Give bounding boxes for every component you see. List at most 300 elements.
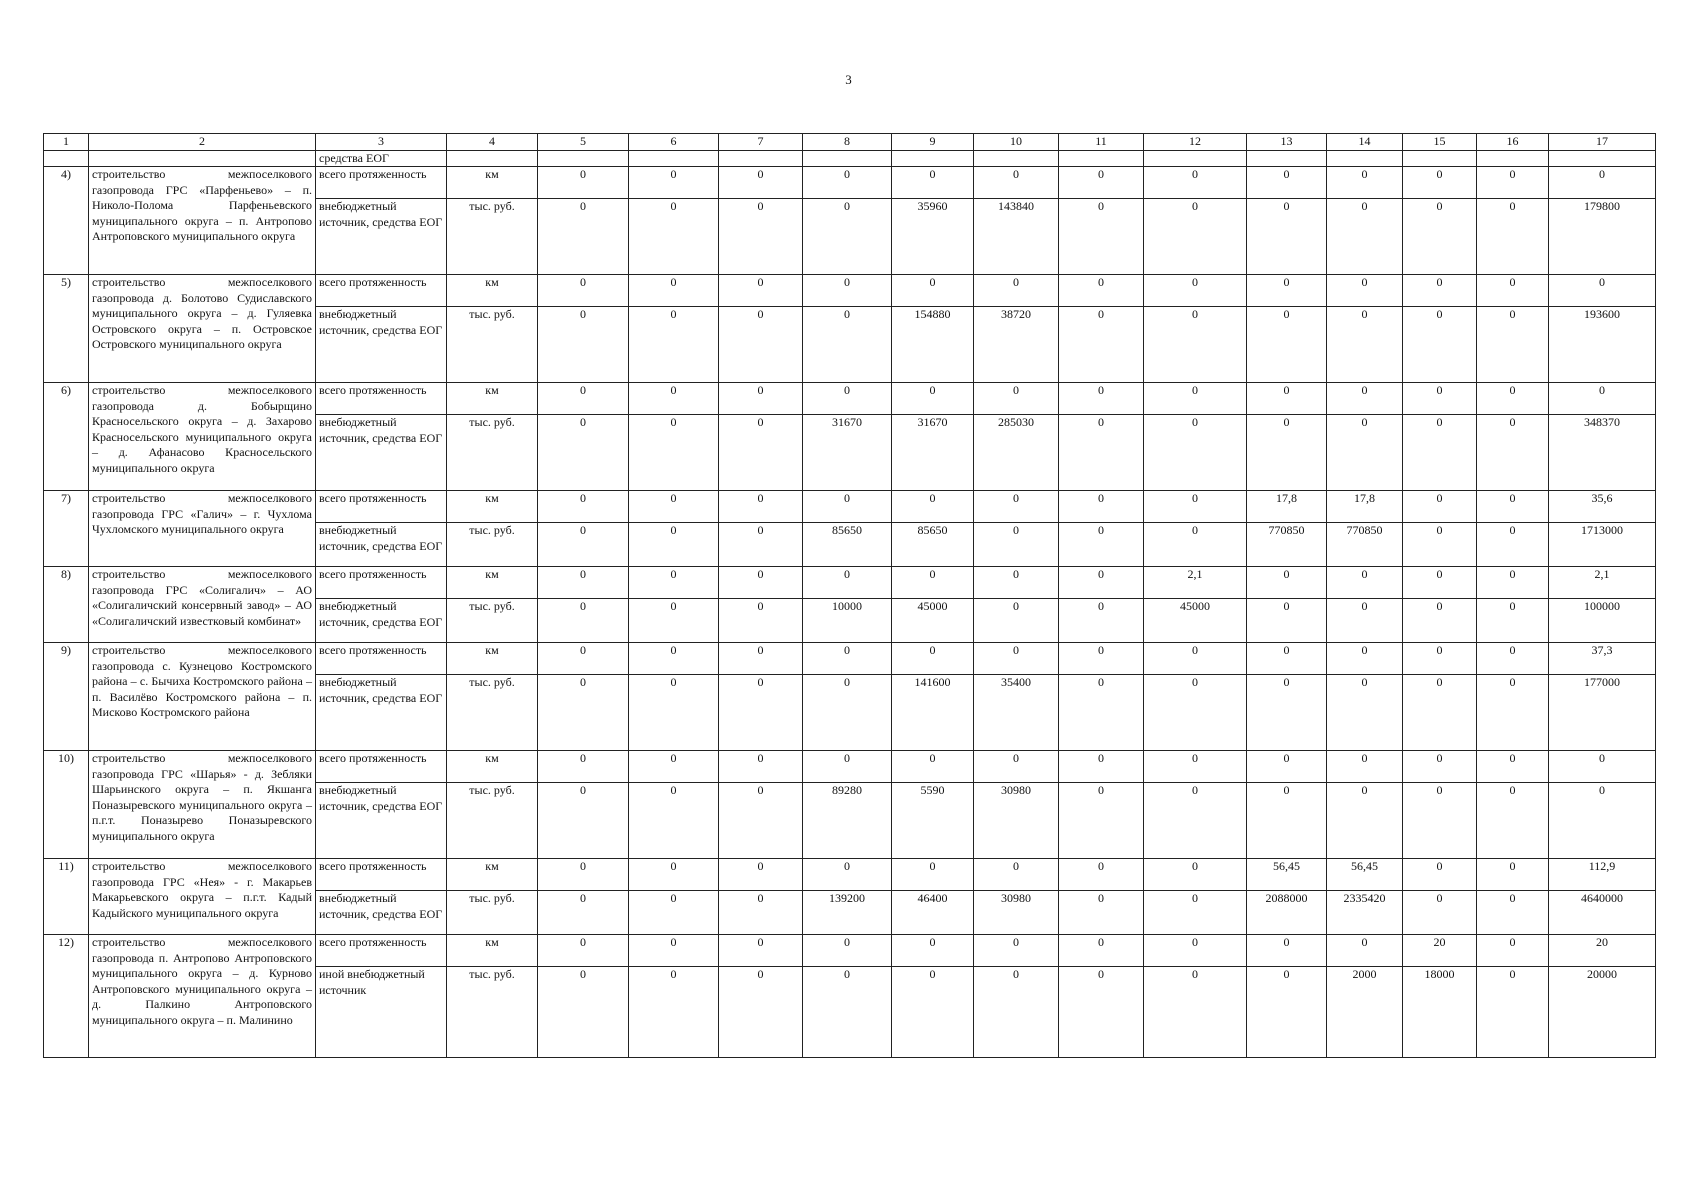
empty-cell bbox=[538, 150, 629, 167]
value-cell: 0 bbox=[892, 751, 974, 783]
value-cell: 20 bbox=[1549, 935, 1656, 967]
header-cell: 9 bbox=[892, 134, 974, 151]
project-name: строительство межпоселкового газопровода д. Болотово Судиславского муниципального округа – д. Гуляевка Островского округа – п. Островское Островского муниципального округа bbox=[89, 275, 316, 383]
header-cell: 17 bbox=[1549, 134, 1656, 151]
value-cell: 0 bbox=[719, 567, 803, 599]
value-cell: 1713000 bbox=[1549, 523, 1656, 567]
value-cell: 0 bbox=[892, 167, 974, 199]
value-cell: 0 bbox=[629, 415, 719, 491]
value-cell: 2335420 bbox=[1327, 891, 1403, 935]
value-cell: 0 bbox=[1247, 167, 1327, 199]
empty-cell bbox=[1403, 150, 1477, 167]
value-cell: 0 bbox=[1059, 383, 1144, 415]
value-cell: 0 bbox=[1144, 967, 1247, 1058]
value-cell: 0 bbox=[1247, 643, 1327, 675]
project-name: строительство межпоселкового газопровода ГРС «Галич» – г. Чухлома Чухломского муниципального округа bbox=[89, 491, 316, 567]
value-cell: 0 bbox=[974, 599, 1059, 643]
project-name: строительство межпоселкового газопровода ГРС «Парфеньево» – п. Николо-Полома Парфеньевского муниципального округа – п. Антропово Антроповского муниципального округа bbox=[89, 167, 316, 275]
table-row bbox=[44, 567, 1656, 599]
value-cell: 0 bbox=[1403, 275, 1477, 307]
value-cell: 45000 bbox=[1144, 599, 1247, 643]
value-cell: 0 bbox=[1059, 523, 1144, 567]
value-cell: 0 bbox=[1477, 491, 1549, 523]
value-cell: 56,45 bbox=[1327, 859, 1403, 891]
value-cell: 0 bbox=[1403, 675, 1477, 751]
value-cell: 10000 bbox=[803, 599, 892, 643]
value-cell: 2000 bbox=[1327, 967, 1403, 1058]
value-cell: 0 bbox=[1477, 643, 1549, 675]
unit-cell: км bbox=[447, 275, 538, 307]
value-cell: 0 bbox=[1327, 751, 1403, 783]
value-cell: 0 bbox=[629, 275, 719, 307]
empty-cell bbox=[1144, 150, 1247, 167]
source-cell: средства ЕОГ bbox=[316, 150, 447, 167]
value-cell: 0 bbox=[1059, 491, 1144, 523]
empty-cell bbox=[1059, 150, 1144, 167]
table-row bbox=[44, 859, 1656, 891]
source-cell: внебюджетный источник, средства ЕОГ bbox=[316, 891, 447, 935]
value-cell: 38720 bbox=[974, 307, 1059, 383]
value-cell: 139200 bbox=[803, 891, 892, 935]
unit-cell: км bbox=[447, 643, 538, 675]
unit-cell: км bbox=[447, 859, 538, 891]
value-cell: 0 bbox=[1403, 783, 1477, 859]
unit-cell: км bbox=[447, 491, 538, 523]
value-cell: 0 bbox=[719, 675, 803, 751]
value-cell: 0 bbox=[1477, 859, 1549, 891]
value-cell: 0 bbox=[1247, 415, 1327, 491]
value-cell: 0 bbox=[1144, 491, 1247, 523]
value-cell: 0 bbox=[1059, 275, 1144, 307]
value-cell: 179800 bbox=[1549, 199, 1656, 275]
value-cell: 0 bbox=[1247, 307, 1327, 383]
row-index: 6) bbox=[44, 383, 89, 491]
unit-cell: км bbox=[447, 167, 538, 199]
unit-cell: тыс. руб. bbox=[447, 783, 538, 859]
source-cell: всего протяженность bbox=[316, 859, 447, 891]
value-cell: 0 bbox=[629, 307, 719, 383]
value-cell: 0 bbox=[1247, 935, 1327, 967]
project-name: строительство межпоселкового газопровода ГРС «Солигалич» – АО «Солигаличский консервный завод» – АО «Солигаличский известковый комбинат» bbox=[89, 567, 316, 643]
page-number: 3 bbox=[845, 72, 852, 87]
value-cell: 0 bbox=[538, 307, 629, 383]
value-cell: 0 bbox=[803, 491, 892, 523]
value-cell: 0 bbox=[974, 859, 1059, 891]
table-row bbox=[44, 275, 1656, 307]
value-cell: 0 bbox=[1144, 275, 1247, 307]
value-cell: 0 bbox=[1059, 167, 1144, 199]
value-cell: 348370 bbox=[1549, 415, 1656, 491]
value-cell: 0 bbox=[1144, 523, 1247, 567]
value-cell: 0 bbox=[629, 599, 719, 643]
unit-cell: тыс. руб. bbox=[447, 675, 538, 751]
value-cell: 0 bbox=[974, 167, 1059, 199]
value-cell: 0 bbox=[803, 935, 892, 967]
value-cell: 0 bbox=[538, 567, 629, 599]
value-cell: 0 bbox=[803, 567, 892, 599]
value-cell: 0 bbox=[1549, 275, 1656, 307]
value-cell: 0 bbox=[538, 199, 629, 275]
value-cell: 0 bbox=[1247, 967, 1327, 1058]
value-cell: 0 bbox=[1477, 567, 1549, 599]
source-cell: внебюджетный источник, средства ЕОГ bbox=[316, 415, 447, 491]
value-cell: 0 bbox=[629, 967, 719, 1058]
value-cell: 0 bbox=[719, 415, 803, 491]
program-table bbox=[43, 133, 1656, 1058]
value-cell: 0 bbox=[803, 643, 892, 675]
header-cell: 14 bbox=[1327, 134, 1403, 151]
value-cell: 0 bbox=[1549, 167, 1656, 199]
value-cell: 0 bbox=[1477, 751, 1549, 783]
value-cell: 0 bbox=[1477, 167, 1549, 199]
value-cell: 0 bbox=[1327, 415, 1403, 491]
value-cell: 0 bbox=[803, 199, 892, 275]
row-index: 5) bbox=[44, 275, 89, 383]
value-cell: 0 bbox=[1247, 199, 1327, 275]
value-cell: 0 bbox=[803, 675, 892, 751]
value-cell: 0 bbox=[629, 783, 719, 859]
unit-cell: км bbox=[447, 383, 538, 415]
value-cell: 0 bbox=[1247, 751, 1327, 783]
value-cell: 45000 bbox=[892, 599, 974, 643]
value-cell: 0 bbox=[1477, 199, 1549, 275]
value-cell: 0 bbox=[538, 783, 629, 859]
header-cell: 6 bbox=[629, 134, 719, 151]
value-cell: 0 bbox=[1403, 491, 1477, 523]
value-cell: 31670 bbox=[892, 415, 974, 491]
value-cell: 0 bbox=[892, 859, 974, 891]
value-cell: 0 bbox=[719, 167, 803, 199]
value-cell: 0 bbox=[803, 967, 892, 1058]
value-cell: 0 bbox=[1403, 891, 1477, 935]
value-cell: 0 bbox=[1549, 383, 1656, 415]
value-cell: 0 bbox=[538, 675, 629, 751]
table-row bbox=[44, 935, 1656, 967]
value-cell: 2,1 bbox=[1144, 567, 1247, 599]
value-cell: 0 bbox=[974, 275, 1059, 307]
value-cell: 0 bbox=[1477, 415, 1549, 491]
empty-cell bbox=[1327, 150, 1403, 167]
value-cell: 35,6 bbox=[1549, 491, 1656, 523]
value-cell: 0 bbox=[719, 783, 803, 859]
value-cell: 143840 bbox=[974, 199, 1059, 275]
value-cell: 0 bbox=[892, 567, 974, 599]
value-cell: 0 bbox=[974, 383, 1059, 415]
value-cell: 2,1 bbox=[1549, 567, 1656, 599]
header-cell: 4 bbox=[447, 134, 538, 151]
value-cell: 31670 bbox=[803, 415, 892, 491]
empty-cell bbox=[719, 150, 803, 167]
value-cell: 0 bbox=[1144, 751, 1247, 783]
value-cell: 0 bbox=[974, 967, 1059, 1058]
value-cell: 0 bbox=[1059, 891, 1144, 935]
unit-cell: тыс. руб. bbox=[447, 415, 538, 491]
value-cell: 112,9 bbox=[1549, 859, 1656, 891]
source-cell: всего протяженность bbox=[316, 567, 447, 599]
empty-cell bbox=[1549, 150, 1656, 167]
value-cell: 30980 bbox=[974, 783, 1059, 859]
unit-cell: тыс. руб. bbox=[447, 891, 538, 935]
value-cell: 0 bbox=[1247, 599, 1327, 643]
value-cell: 0 bbox=[1403, 167, 1477, 199]
value-cell: 0 bbox=[538, 523, 629, 567]
value-cell: 0 bbox=[1144, 643, 1247, 675]
value-cell: 0 bbox=[538, 491, 629, 523]
value-cell: 0 bbox=[1477, 935, 1549, 967]
value-cell: 0 bbox=[1477, 307, 1549, 383]
value-cell: 0 bbox=[1059, 675, 1144, 751]
source-cell: внебюджетный источник, средства ЕОГ bbox=[316, 599, 447, 643]
header-cell: 7 bbox=[719, 134, 803, 151]
value-cell: 0 bbox=[629, 491, 719, 523]
value-cell: 85650 bbox=[803, 523, 892, 567]
continuation-row bbox=[44, 150, 1656, 167]
source-cell: всего протяженность bbox=[316, 935, 447, 967]
value-cell: 0 bbox=[538, 891, 629, 935]
value-cell: 0 bbox=[1059, 967, 1144, 1058]
source-cell: внебюджетный источник, средства ЕОГ bbox=[316, 307, 447, 383]
unit-cell: тыс. руб. bbox=[447, 199, 538, 275]
source-cell: всего протяженность bbox=[316, 751, 447, 783]
header-cell: 5 bbox=[538, 134, 629, 151]
value-cell: 0 bbox=[1059, 751, 1144, 783]
value-cell: 0 bbox=[1327, 307, 1403, 383]
value-cell: 0 bbox=[1327, 199, 1403, 275]
row-index: 8) bbox=[44, 567, 89, 643]
empty-cell bbox=[629, 150, 719, 167]
value-cell: 0 bbox=[803, 383, 892, 415]
value-cell: 0 bbox=[629, 935, 719, 967]
source-cell: всего протяженность bbox=[316, 383, 447, 415]
value-cell: 0 bbox=[1327, 643, 1403, 675]
value-cell: 37,3 bbox=[1549, 643, 1656, 675]
value-cell: 0 bbox=[1059, 599, 1144, 643]
value-cell: 0 bbox=[803, 275, 892, 307]
value-cell: 0 bbox=[974, 567, 1059, 599]
value-cell: 0 bbox=[974, 643, 1059, 675]
value-cell: 0 bbox=[719, 643, 803, 675]
project-name: строительство межпоселкового газопровода ГРС «Шарья» - д. Зебляки Шарьинского округа – п. Якшанга Поназыревского муниципального округа – п.г.т. Поназырево Поназыревского муниципального округа bbox=[89, 751, 316, 859]
unit-cell: км bbox=[447, 935, 538, 967]
source-cell: всего протяженность bbox=[316, 491, 447, 523]
value-cell: 0 bbox=[974, 491, 1059, 523]
source-cell: внебюджетный источник, средства ЕОГ bbox=[316, 783, 447, 859]
value-cell: 0 bbox=[1144, 859, 1247, 891]
value-cell: 0 bbox=[1059, 935, 1144, 967]
source-cell: внебюджетный источник, средства ЕОГ bbox=[316, 523, 447, 567]
unit-cell: км bbox=[447, 567, 538, 599]
value-cell: 0 bbox=[719, 599, 803, 643]
unit-cell: тыс. руб. bbox=[447, 599, 538, 643]
value-cell: 0 bbox=[803, 167, 892, 199]
value-cell: 0 bbox=[1144, 383, 1247, 415]
value-cell: 0 bbox=[892, 643, 974, 675]
project-name: строительство межпоселкового газопровода с. Кузнецово Костромского района – с. Бычиха Костромского района – п. Василёво Костромского района – п. Мисково Костромского района bbox=[89, 643, 316, 751]
empty-cell bbox=[1477, 150, 1549, 167]
value-cell: 5590 bbox=[892, 783, 974, 859]
value-cell: 0 bbox=[1477, 891, 1549, 935]
value-cell: 177000 bbox=[1549, 675, 1656, 751]
value-cell: 0 bbox=[719, 491, 803, 523]
value-cell: 0 bbox=[1144, 415, 1247, 491]
value-cell: 0 bbox=[1247, 675, 1327, 751]
unit-cell: тыс. руб. bbox=[447, 307, 538, 383]
value-cell: 89280 bbox=[803, 783, 892, 859]
value-cell: 0 bbox=[1403, 859, 1477, 891]
value-cell: 17,8 bbox=[1327, 491, 1403, 523]
value-cell: 0 bbox=[803, 859, 892, 891]
row-index: 11) bbox=[44, 859, 89, 935]
value-cell: 0 bbox=[629, 859, 719, 891]
value-cell: 20 bbox=[1403, 935, 1477, 967]
value-cell: 0 bbox=[538, 643, 629, 675]
value-cell: 0 bbox=[719, 891, 803, 935]
value-cell: 0 bbox=[538, 275, 629, 307]
header-cell: 3 bbox=[316, 134, 447, 151]
value-cell: 0 bbox=[1247, 275, 1327, 307]
value-cell: 0 bbox=[1549, 751, 1656, 783]
value-cell: 0 bbox=[719, 383, 803, 415]
empty-cell bbox=[447, 150, 538, 167]
source-cell: иной внебюджетный источник bbox=[316, 967, 447, 1058]
value-cell: 0 bbox=[538, 599, 629, 643]
value-cell: 0 bbox=[892, 935, 974, 967]
value-cell: 0 bbox=[892, 491, 974, 523]
value-cell: 4640000 bbox=[1549, 891, 1656, 935]
value-cell: 0 bbox=[1247, 567, 1327, 599]
value-cell: 0 bbox=[1403, 643, 1477, 675]
header-cell: 1 bbox=[44, 134, 89, 151]
source-cell: внебюджетный источник, средства ЕОГ bbox=[316, 199, 447, 275]
header-cell: 16 bbox=[1477, 134, 1549, 151]
project-name: строительство межпоселкового газопровода ГРС «Нея» - г. Макарьев Макарьевского округа – п.г.т. Кадый Кадыйского муниципального округа bbox=[89, 859, 316, 935]
value-cell: 56,45 bbox=[1247, 859, 1327, 891]
project-name: строительство межпоселкового газопровода д. Бобырщино Красносельского округа – д. Захарово Красносельского муниципального округа – д. Афанасово Красносельского муниципального округа bbox=[89, 383, 316, 491]
value-cell: 0 bbox=[1327, 383, 1403, 415]
empty-cell bbox=[974, 150, 1059, 167]
value-cell: 0 bbox=[1144, 675, 1247, 751]
value-cell: 0 bbox=[1327, 567, 1403, 599]
empty-cell bbox=[89, 150, 316, 167]
value-cell: 0 bbox=[1403, 415, 1477, 491]
value-cell: 17,8 bbox=[1247, 491, 1327, 523]
value-cell: 0 bbox=[629, 523, 719, 567]
table-row bbox=[44, 167, 1656, 199]
table-row bbox=[44, 643, 1656, 675]
value-cell: 0 bbox=[1327, 675, 1403, 751]
value-cell: 0 bbox=[538, 967, 629, 1058]
value-cell: 0 bbox=[629, 567, 719, 599]
value-cell: 0 bbox=[629, 383, 719, 415]
value-cell: 2088000 bbox=[1247, 891, 1327, 935]
value-cell: 0 bbox=[892, 383, 974, 415]
value-cell: 0 bbox=[1059, 415, 1144, 491]
value-cell: 285030 bbox=[974, 415, 1059, 491]
value-cell: 0 bbox=[719, 275, 803, 307]
value-cell: 0 bbox=[1247, 783, 1327, 859]
value-cell: 0 bbox=[1144, 199, 1247, 275]
value-cell: 0 bbox=[892, 275, 974, 307]
value-cell: 0 bbox=[538, 167, 629, 199]
empty-cell bbox=[803, 150, 892, 167]
value-cell: 0 bbox=[1327, 935, 1403, 967]
row-index: 12) bbox=[44, 935, 89, 1058]
value-cell: 0 bbox=[629, 643, 719, 675]
source-cell: всего протяженность bbox=[316, 167, 447, 199]
value-cell: 0 bbox=[719, 751, 803, 783]
value-cell: 0 bbox=[1327, 275, 1403, 307]
value-cell: 193600 bbox=[1549, 307, 1656, 383]
value-cell: 0 bbox=[1144, 891, 1247, 935]
table-row bbox=[44, 491, 1656, 523]
value-cell: 30980 bbox=[974, 891, 1059, 935]
value-cell: 0 bbox=[1477, 783, 1549, 859]
header-cell: 8 bbox=[803, 134, 892, 151]
value-cell: 0 bbox=[629, 675, 719, 751]
value-cell: 0 bbox=[719, 307, 803, 383]
value-cell: 0 bbox=[974, 935, 1059, 967]
header-cell: 15 bbox=[1403, 134, 1477, 151]
value-cell: 154880 bbox=[892, 307, 974, 383]
value-cell: 0 bbox=[538, 859, 629, 891]
value-cell: 0 bbox=[719, 967, 803, 1058]
row-index: 4) bbox=[44, 167, 89, 275]
value-cell: 0 bbox=[629, 751, 719, 783]
value-cell: 0 bbox=[1327, 167, 1403, 199]
value-cell: 0 bbox=[719, 859, 803, 891]
value-cell: 0 bbox=[1059, 307, 1144, 383]
value-cell: 0 bbox=[1327, 783, 1403, 859]
value-cell: 0 bbox=[1403, 523, 1477, 567]
empty-cell bbox=[892, 150, 974, 167]
value-cell: 0 bbox=[1549, 783, 1656, 859]
value-cell: 100000 bbox=[1549, 599, 1656, 643]
value-cell: 0 bbox=[1059, 643, 1144, 675]
value-cell: 0 bbox=[1247, 383, 1327, 415]
value-cell: 0 bbox=[538, 415, 629, 491]
value-cell: 0 bbox=[1403, 751, 1477, 783]
unit-cell: тыс. руб. bbox=[447, 523, 538, 567]
value-cell: 0 bbox=[1477, 967, 1549, 1058]
value-cell: 0 bbox=[1327, 599, 1403, 643]
row-index: 9) bbox=[44, 643, 89, 751]
value-cell: 0 bbox=[1403, 567, 1477, 599]
value-cell: 0 bbox=[719, 523, 803, 567]
table-row bbox=[44, 383, 1656, 415]
row-index: 10) bbox=[44, 751, 89, 859]
value-cell: 0 bbox=[1403, 599, 1477, 643]
source-cell: внебюджетный источник, средства ЕОГ bbox=[316, 675, 447, 751]
header-row bbox=[44, 134, 1656, 151]
source-cell: всего протяженность bbox=[316, 275, 447, 307]
value-cell: 0 bbox=[538, 383, 629, 415]
value-cell: 0 bbox=[1403, 307, 1477, 383]
value-cell: 0 bbox=[719, 935, 803, 967]
value-cell: 0 bbox=[719, 199, 803, 275]
value-cell: 0 bbox=[892, 967, 974, 1058]
value-cell: 0 bbox=[1144, 935, 1247, 967]
value-cell: 0 bbox=[1477, 675, 1549, 751]
unit-cell: тыс. руб. bbox=[447, 967, 538, 1058]
value-cell: 0 bbox=[803, 751, 892, 783]
row-index: 7) bbox=[44, 491, 89, 567]
unit-cell: км bbox=[447, 751, 538, 783]
value-cell: 0 bbox=[1059, 859, 1144, 891]
value-cell: 0 bbox=[629, 167, 719, 199]
value-cell: 35960 bbox=[892, 199, 974, 275]
empty-cell bbox=[44, 150, 89, 167]
value-cell: 0 bbox=[1059, 783, 1144, 859]
